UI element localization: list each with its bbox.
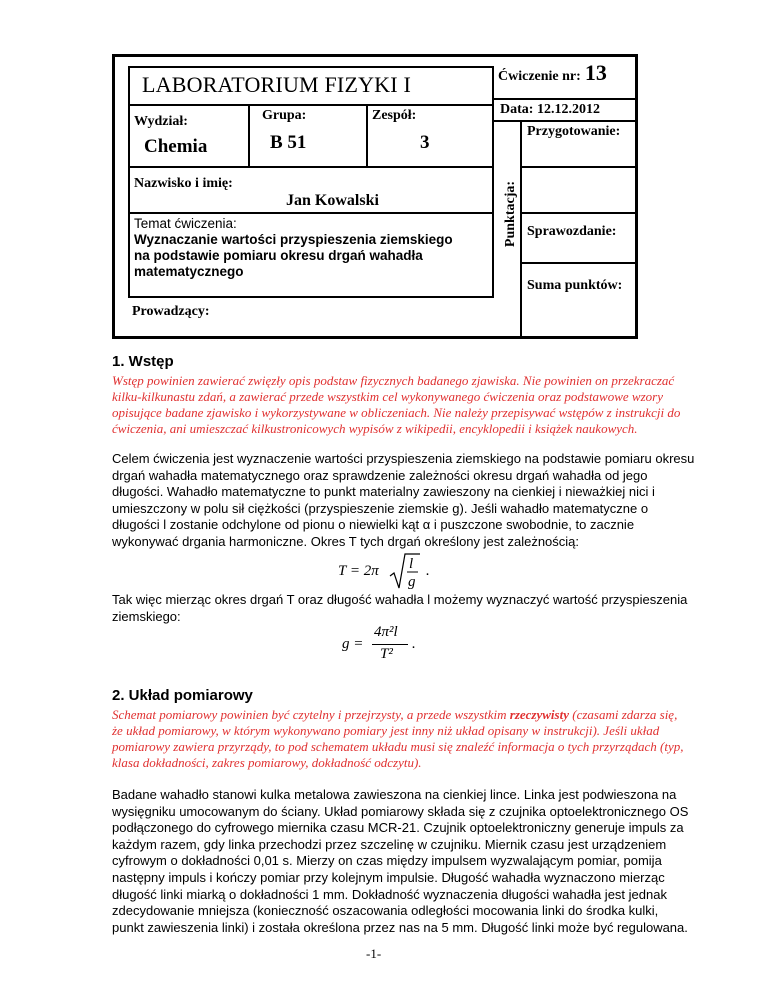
score-divider-3	[520, 262, 638, 264]
faculty-group-divider	[248, 104, 250, 166]
exercise-label: Ćwiczenie nr:	[498, 69, 581, 84]
note-line: klasa dokładności, zakres pomiarowy, dokładność odczytu).	[112, 755, 422, 770]
score-divider-1	[520, 166, 638, 168]
name-value: Jan Kowalski	[286, 192, 379, 209]
body-line: Badane wahadło stanowi kulka metalowa zawieszona na cienkiej lince. Linka jest podwieszona na	[112, 787, 677, 802]
section2-body	[112, 787, 732, 936]
note-line: Schemat pomiarowy powinien być czytelny i przejrzysty, a przede wszystkim rzeczywisty (czasami zdarza się,	[112, 707, 678, 722]
formula-gravity-lhs: g =	[342, 636, 364, 652]
formula-gravity-den: T²	[380, 646, 393, 662]
faculty-label: Wydział:	[134, 114, 188, 129]
section1-body	[112, 451, 722, 551]
note-line: ćwiczenia, ani umieszczać kilkustronicowych wypisów z wikipedii, encyklopedii i książek naukowych.	[112, 421, 638, 436]
topic-label: Temat ćwiczenia:	[134, 216, 237, 231]
body-line: długość linki miarką o dokładności 1 mm. Dokładność wyznaczenia długości wahadła jest jednak	[112, 886, 667, 902]
exercise-number	[498, 60, 607, 86]
formula-period-lhs: T = 2π	[338, 563, 379, 579]
topic-line-2: na podstawie pomiaru okresu drgań wahadła	[134, 248, 423, 263]
note-line: kilku-kilkunastu zdań, a zawierać przede wszystkim cel wykonywanego ćwiczenia oraz podstawowe wzory	[112, 389, 663, 404]
date-field	[500, 102, 600, 118]
body-line: ziemskiego:	[112, 608, 181, 624]
topic-block	[134, 216, 453, 280]
section1-between	[112, 592, 722, 625]
score-divider-2	[520, 212, 638, 214]
body-line: zdecydowanie mniejsza (konieczność oszacowania odległości mocowania linki do środka kulki,	[112, 903, 659, 919]
fraction-bar	[372, 644, 408, 645]
section1-note	[112, 373, 712, 437]
row-divider-topic	[128, 212, 494, 214]
formula-gravity-num: 4π²l	[374, 624, 398, 640]
body-line: wysięgniku umocowanym do ściany. Układ pomiarowy składa się z czujnika optoelektronicznego OS	[112, 803, 689, 819]
section2-heading: 2. Układ pomiarowy	[112, 687, 253, 704]
note-line: opisujące badane zjawisko i wykorzystywane w obliczeniach. Nie należy przepisywać wstępów z instrukcji do	[112, 405, 681, 420]
row-divider-name	[128, 166, 494, 168]
date-bottom-divider	[494, 120, 638, 122]
topic-line-1: Wyznaczanie wartości przyspieszenia ziemskiego	[134, 232, 453, 247]
body-line: każdym razem, gdy linka przechodzi przez szczelinę w czujniku. Miernik czasu jest urządzeniem	[112, 836, 667, 852]
group-value: B 51	[270, 132, 307, 153]
section1-heading: 1. Wstęp	[112, 353, 174, 370]
date-label: Data:	[500, 102, 534, 117]
team-value: 3	[420, 132, 430, 153]
title-divider	[128, 104, 494, 106]
formula-period-num: l	[409, 556, 414, 572]
note-line: Wstęp powinien zawierać zwięzły opis podstaw fizycznych badanego zjawiska. Nie powinien on przekraczać	[112, 373, 675, 388]
report-label: Sprawozdanie:	[527, 224, 617, 239]
scoring-label: Punktacja:	[503, 180, 518, 248]
section2-note	[112, 707, 712, 771]
body-line: cyfrowym o dokładności 0,01 s. Mierzy on czas między impulsem wyzwalającym pomiar, pomija	[112, 853, 662, 869]
exercise-date-divider	[494, 98, 638, 100]
team-label: Zespół:	[372, 108, 417, 123]
instructor-label: Prowadzący:	[132, 304, 210, 319]
body-line: wykonywać drgania harmoniczne. Okres T tych drgań określony jest zależnością:	[112, 533, 580, 549]
body-line: drgań wahadła matematycznego oraz sprawdzenie zależności okresu drgań wahadła od jego	[112, 467, 648, 483]
formula-period-den: g	[408, 574, 416, 590]
body-line: długości l zostanie odchylone od pionu o niewielki kąt α i puszczone swobodnie, to zacznie	[112, 517, 635, 533]
body-line: umieszczony w polu sił ciężkości (przyspieszenie ziemskie g). Jeśli wahadło matematyczne o	[112, 500, 649, 516]
body-line: Tak więc mierząc okres drgań T oraz długość wahadła l możemy wyznaczyć wartość przyspieszenia	[112, 592, 688, 607]
body-line: punkt zawieszenia linki) i została określona przez nas na 5 mm. Długość linki może być regulowana.	[112, 919, 688, 935]
note-line: że układ pomiarowy, w którym wykonywano pomiary jest inny niż układ opisany w instrukcji). Jeśli układ	[112, 723, 660, 738]
prep-label: Przygotowanie:	[527, 124, 621, 139]
body-line: Celem ćwiczenia jest wyznaczenie wartości przyspieszenia ziemskiego na podstawie pomiaru okresu	[112, 451, 695, 466]
lab-title: LABORATORIUM FIZYKI I	[142, 72, 412, 97]
group-label: Grupa:	[262, 108, 307, 123]
body-line: długości. Wahadło matematyczne to punkt materialny zawieszony na cienkiej i nieważkiej nici i	[112, 484, 655, 500]
body-line: następny impuls i kończy pomiar przy kolejnym impulsie. Długość wahadła wyznaczono mierząc	[112, 869, 665, 885]
page-number: -1-	[366, 946, 382, 961]
sum-label: Suma punktów:	[527, 278, 623, 293]
formula-gravity-end: .	[412, 636, 416, 652]
name-label: Nazwisko i imię:	[134, 176, 233, 191]
topic-line-3: matematycznego	[134, 264, 244, 279]
date-value: 12.12.2012	[536, 102, 600, 117]
note-line: pomiarowy zawiera przyrządy, to pod schematem układu musi się znaleźć informacja o tych przyrządach (typ,	[112, 739, 684, 754]
body-line: podłączonego do cyfrowego miernika czasu MCR-21. Czujnik optoelektroniczny generuje impuls za	[112, 820, 684, 836]
emphasis-real: rzeczywisty	[509, 707, 569, 722]
scoring-column-divider	[520, 120, 522, 339]
faculty-value: Chemia	[144, 136, 208, 157]
formula-period-end: .	[426, 563, 430, 579]
group-team-divider	[366, 104, 368, 166]
exercise-value: 13	[584, 60, 607, 85]
